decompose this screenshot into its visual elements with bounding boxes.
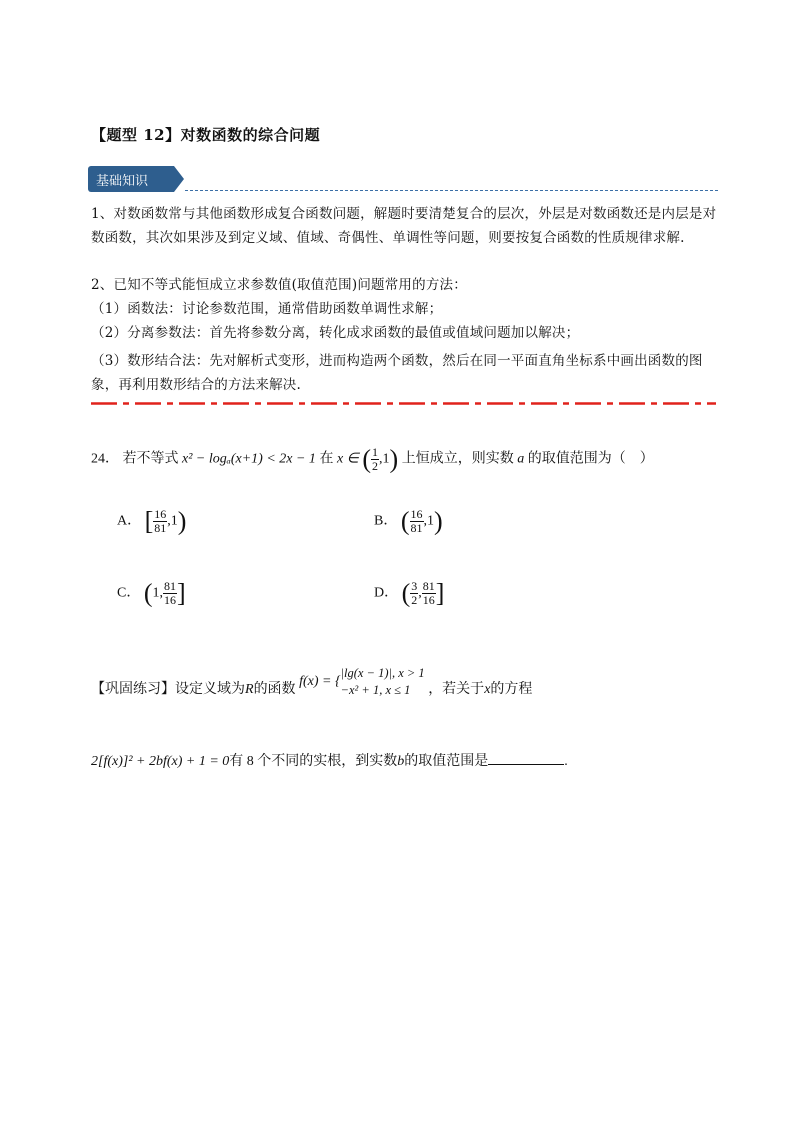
inequality: x² − logₐ(x+1) < 2x − 1 — [182, 451, 316, 467]
practice-label: 【巩固练习】 — [91, 682, 175, 698]
question-text-b: 在 — [319, 451, 334, 467]
question-text-d: 的取值范围为（ ） — [527, 451, 654, 467]
practice-line-1: 【巩固练习】设定义域为R的函数 f(x) = { |lg(x − 1)|, x > 1 −x² + 1, x ≤ 1 ，若关于x的方程 — [91, 666, 533, 698]
method-function: （1）函数法：讨论参数范围，通常借助函数单调性求解； — [91, 301, 443, 317]
divider-dashdot-red — [91, 402, 716, 405]
section-tag-label: 基础知识 — [96, 174, 149, 189]
option-a[interactable]: A． [ $\frac{16}{81}$ ,1) — [117, 506, 187, 536]
domain-prefix: x ∈ — [336, 451, 359, 467]
option-b[interactable]: B． ( $\frac{16}{81}$ ,1) — [374, 506, 443, 536]
knowledge-point-2: 2、已知不等式能恒成立求参数值(取值范围)问题常用的方法： — [91, 277, 467, 293]
question-number: 24． — [91, 451, 119, 467]
answer-blank[interactable] — [488, 750, 564, 765]
piecewise-function: f(x) = { |lg(x − 1)|, x > 1 −x² + 1, x ≤ 1 — [299, 666, 425, 697]
method-separate-parameter: （2）分离参数法：首先将参数分离，转化成求函数的最值或值域问题加以解决； — [91, 325, 580, 341]
method-graph: （3）数形结合法：先对解析式变形，进而构造两个函数，然后在同一平面直角坐标系中画出函数的图象，再利用数形结合的方法来解决. — [91, 353, 703, 393]
question-text-a: 若不等式 — [122, 451, 179, 467]
practice-line-2: 2[f(x)]² + 2bf(x) + 1 = 0有 8 个不同的实根，到实数b的取值范围是 . — [91, 750, 741, 770]
equation: 2[f(x)]² + 2bf(x) + 1 = 0 — [91, 754, 230, 769]
knowledge-point-1: 1、对数函数常与其他函数形成复合函数问题，解题时要清楚复合的层次，外层是对数函数还是内层是对数函数，其次如果涉及到定义域、值域、奇偶性、单调性等问题，则要按复合函数的性质规律求解. — [91, 206, 717, 246]
topic-heading: 【题型 12】对数函数的综合问题 — [91, 126, 321, 144]
question-text-c: 上恒成立，则实数 — [401, 451, 514, 467]
divider-dashed-blue — [185, 190, 718, 191]
section-tag — [88, 166, 184, 192]
option-d[interactable]: D． ( $\frac{3}{2}$ , $\frac{81}{16}$ ] — [374, 578, 445, 608]
domain-fraction: $\frac{1}{2}$ — [372, 445, 379, 473]
variable-a: a — [517, 451, 525, 467]
option-c[interactable]: C． (1, $\frac{81}{16}$ ] — [117, 578, 186, 608]
question-24: 24． 若不等式 x² − logₐ(x+1) < 2x − 1 在 x ∈ ( $\frac{1}{2}$ ,1) 上恒成立，则实数 a 的取值范围为（ ） — [91, 444, 654, 474]
